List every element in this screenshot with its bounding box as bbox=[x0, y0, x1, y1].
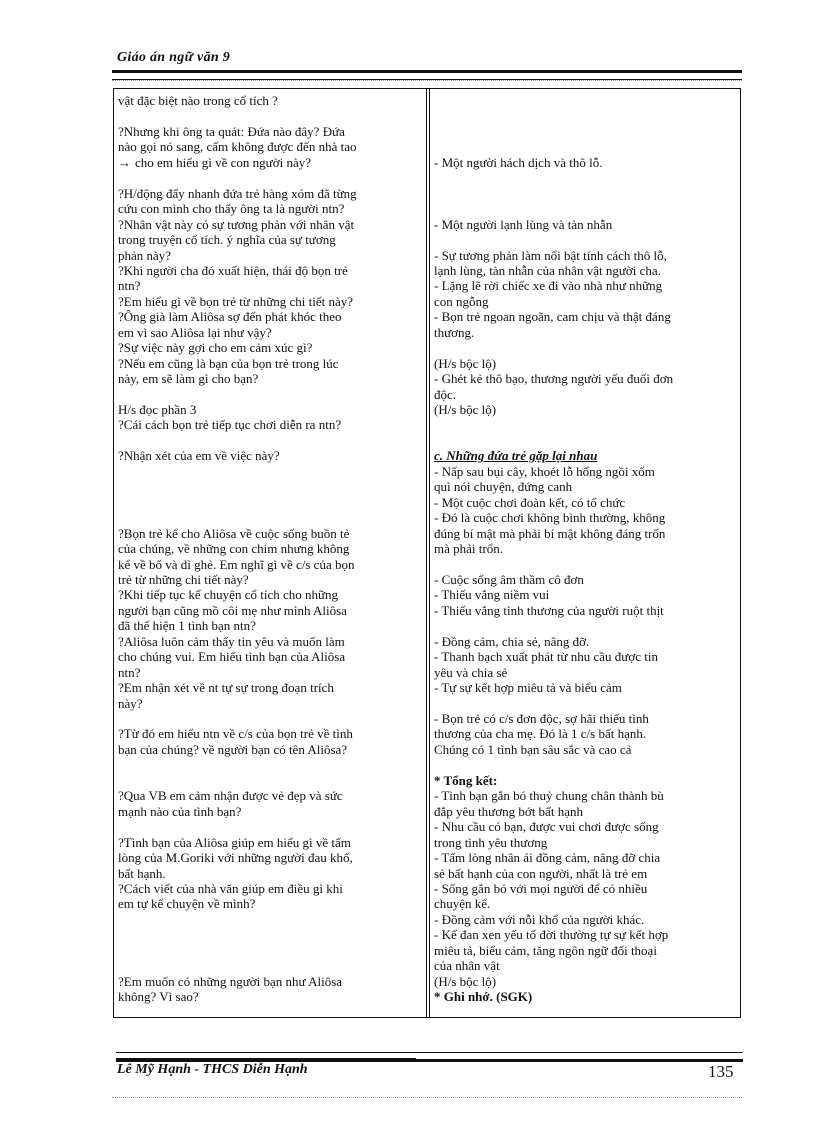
question-line: ?Tình bạn của Aliôsa giúp em hiểu gì về tấm bbox=[118, 834, 351, 850]
question-line: ?Sự việc này gợi cho em cảm xúc gì? bbox=[118, 340, 313, 356]
answer-line: - Kể đan xen yếu tố đời thường tự sự kết hợp bbox=[434, 927, 669, 943]
header-dotted-line bbox=[112, 80, 742, 81]
question-line: ?Aliôsa luôn cảm thấy tin yêu và muốn làm bbox=[118, 633, 345, 649]
question-line: ntn? bbox=[118, 278, 141, 294]
question-line: của chúng, về những con chim nhưng không bbox=[118, 541, 350, 557]
lesson-table bbox=[113, 88, 741, 1018]
question-line: ?Qua VB em cảm nhận được vẻ đẹp và sức bbox=[118, 788, 343, 804]
answer-line: - Tự sự kết hợp miêu tả và biểu cảm bbox=[434, 680, 622, 696]
question-line: trẻ từ những chi tiết này? bbox=[118, 571, 249, 587]
answer-line: đắp yêu thương bớt bất hạnh bbox=[434, 803, 583, 819]
question-line: ?Cái cách bọn trẻ tiếp tục chơi diễn ra ntn? bbox=[118, 417, 342, 433]
footer-rule-short bbox=[116, 1058, 416, 1060]
answer-line: chuyện kể. bbox=[434, 896, 491, 912]
column-divider bbox=[426, 89, 430, 1017]
answer-line: Chúng có 1 tình bạn sâu sắc và cao cả bbox=[434, 741, 632, 757]
answer-line: thương. bbox=[434, 324, 475, 340]
answer-line: - Bọn trẻ có c/s đơn độc, sợ hãi thiếu tình bbox=[434, 711, 649, 726]
answer-line: - Thiếu vắng niềm vui bbox=[434, 587, 550, 603]
question-line: ?Em muốn có những người bạn như Aliôsa bbox=[118, 973, 343, 989]
answer-line: - Nhu cầu có bạn, được vui chơi được sống bbox=[434, 819, 659, 835]
question-line: không? Vì sao? bbox=[118, 989, 199, 1005]
question-line: ?Từ đó em hiểu ntn về c/s của bọn trẻ về tình bbox=[118, 726, 353, 742]
answer-line: (H/s bộc lộ) bbox=[434, 973, 497, 989]
question-line: ?H/động đẩy nhanh đứa trẻ hàng xóm đã từng bbox=[118, 185, 357, 201]
answer-line: - Đồng cảm, chia sẻ, nâng đỡ. bbox=[434, 633, 590, 649]
answer-line: con ngỗng bbox=[434, 293, 489, 309]
question-line: → cho em hiểu gì về con người này? bbox=[118, 154, 312, 170]
question-line: ?Khi tiếp tục kể chuyện cổ tích cho những bbox=[118, 587, 339, 603]
answer-line: quì nói chuyện, đứng canh bbox=[434, 479, 573, 495]
answer-line: - Một người lạnh lùng và tàn nhẫn bbox=[434, 216, 613, 232]
question-line: này, em sẽ làm gì cho bạn? bbox=[118, 371, 259, 387]
question-line: ?Bọn trẻ kể cho Aliôsa về cuộc sống buồn tẻ bbox=[118, 525, 350, 541]
question-line: ?Nhưng khi ông ta quát: Đứa nào đây? Đứa bbox=[118, 123, 345, 139]
question-line: người bạn cũng mồ côi mẹ như mình Aliôsa bbox=[118, 602, 347, 618]
question-line: cho chúng vui. Em hiểu tình bạn của Aliôsa bbox=[118, 649, 346, 665]
footer-dotted-line bbox=[112, 1097, 742, 1098]
answer-line: (H/s bộc lộ) bbox=[434, 355, 497, 371]
question-line: này? bbox=[118, 695, 143, 711]
answer-line: yêu và chia sẻ bbox=[434, 664, 508, 680]
answer-line: - Thiếu vắng tình thương của người ruột thịt bbox=[434, 602, 664, 618]
answer-line: - Đồng cảm với nỗi khổ của người khác. bbox=[434, 911, 645, 927]
question-line: ?Em hiểu gì về bọn trẻ từ những chi tiết này? bbox=[118, 293, 354, 309]
answer-line: - Một người hách dịch và thô lỗ. bbox=[434, 154, 603, 170]
arrow-right-icon: → bbox=[118, 154, 131, 170]
question-line: ?Nếu em cũng là bạn của bọn trẻ trong lúc bbox=[118, 355, 339, 371]
question-line: ?Ông già làm Aliôsa sợ đến phát khóc theo bbox=[118, 309, 342, 325]
question-line: ?Cách viết của nhà văn giúp em điều gì khi bbox=[118, 880, 343, 896]
answer-line: - Tình bạn gắn bó thuỷ chung chân thành bù bbox=[434, 788, 664, 804]
answer-line: - Nấp sau bụi cây, khoét lỗ hổng ngồi xổm bbox=[434, 463, 655, 479]
answer-line: - Thanh bạch xuất phát từ nhu cầu được tin bbox=[434, 649, 658, 665]
question-line: vật đặc biệt nào trong cổ tích ? bbox=[118, 93, 278, 108]
answer-line: độc. bbox=[434, 386, 457, 402]
answer-line: (H/s bộc lộ) bbox=[434, 402, 497, 417]
answer-line: - Đó là cuộc chơi không bình thường, không bbox=[434, 510, 666, 526]
question-line: H/s đọc phần 3 bbox=[118, 402, 197, 417]
question-line: em vì sao Aliôsa lại như vậy? bbox=[118, 324, 272, 340]
answer-line: lạnh lùng, tàn nhẫn của nhân vật người cha. bbox=[434, 262, 661, 278]
answer-line: - Một cuộc chơi đoàn kết, có tổ chức bbox=[434, 494, 626, 510]
question-line: ?Nhân vật này có sự tương phản với nhân vật bbox=[118, 216, 355, 232]
question-line: ntn? bbox=[118, 664, 141, 680]
footer-author: Lê Mỹ Hạnh - THCS Diễn Hạnh bbox=[117, 1062, 308, 1077]
page-number: 135 bbox=[708, 1062, 734, 1081]
question-line: em tự kể chuyện về mình? bbox=[118, 896, 256, 912]
question-line: nào gọi nó sang, cấm không được đến nhà tao bbox=[118, 139, 357, 155]
question-line: bạn của chúng? về người bạn có tên Aliôsa? bbox=[118, 741, 348, 757]
answer-line: - Ghét kẻ thô bạo, thương người yếu đuối đơn bbox=[434, 371, 674, 387]
answer-line: - Sự tương phản làm nổi bật tính cách thô lỗ, bbox=[434, 247, 667, 263]
question-line: ?Em nhận xét về nt tự sự trong đoạn trích bbox=[118, 680, 334, 696]
answer-line: trong tình yêu thương bbox=[434, 834, 548, 850]
header-title: Giáo án ngữ văn 9 bbox=[117, 50, 231, 65]
answer-line: - Lặng lẽ rời chiếc xe đi vào nhà như những bbox=[434, 278, 663, 294]
question-line: kể về bố và dì ghẻ. Em nghĩ gì về c/s của bọn bbox=[118, 556, 355, 572]
answer-line: sẻ bất hạnh của con người, nhất là trẻ em bbox=[434, 865, 648, 881]
question-line: ?Nhận xét của em về việc này? bbox=[118, 448, 280, 464]
answer-line: - Bọn trẻ ngoan ngoãn, cam chịu và thật đáng bbox=[434, 309, 671, 325]
answer-line: * Tổng kết: bbox=[434, 772, 498, 788]
question-line: cứu con mình cho thấy ông ta là người ntn? bbox=[118, 201, 345, 217]
question-line: trong truyện cổ tích. ý nghĩa của sự tương bbox=[118, 232, 336, 248]
answer-line: đúng bí mật mà phải bí mật không đáng trốn bbox=[434, 525, 666, 541]
answer-line: c. Những đứa trẻ gặp lại nhau bbox=[434, 448, 598, 464]
question-line: đã thể hiện 1 tình bạn ntn? bbox=[118, 618, 256, 634]
answer-line: của nhân vật bbox=[434, 958, 500, 974]
answer-line: - Tấm lòng nhân ái đồng cảm, nâng đỡ chia bbox=[434, 850, 661, 866]
answer-line: thương của cha mẹ. Đó là 1 c/s bất hạnh. bbox=[434, 726, 647, 742]
answer-line: * Ghi nhớ. (SGK) bbox=[434, 989, 533, 1005]
question-line: lòng của M.Goriki với những người đau khổ, bbox=[118, 850, 353, 866]
question-line: mạnh nào của tình bạn? bbox=[118, 803, 242, 819]
answer-line: - Cuộc sống âm thầm cô đơn bbox=[434, 571, 584, 587]
header-rule bbox=[112, 70, 742, 80]
answer-line: - Sống gắn bó với mọi người để có nhiều bbox=[434, 880, 648, 896]
answer-line: mà phải trốn. bbox=[434, 541, 503, 557]
answer-line: miêu tả, biểu cảm, tăng ngôn ngữ đối thoại bbox=[434, 942, 657, 958]
footer-rule bbox=[116, 1052, 743, 1062]
question-line: bất hạnh. bbox=[118, 865, 166, 881]
question-line: ?Khi người cha đó xuất hiện, thái độ bọn trẻ bbox=[118, 262, 348, 278]
question-line: phản này? bbox=[118, 247, 172, 263]
